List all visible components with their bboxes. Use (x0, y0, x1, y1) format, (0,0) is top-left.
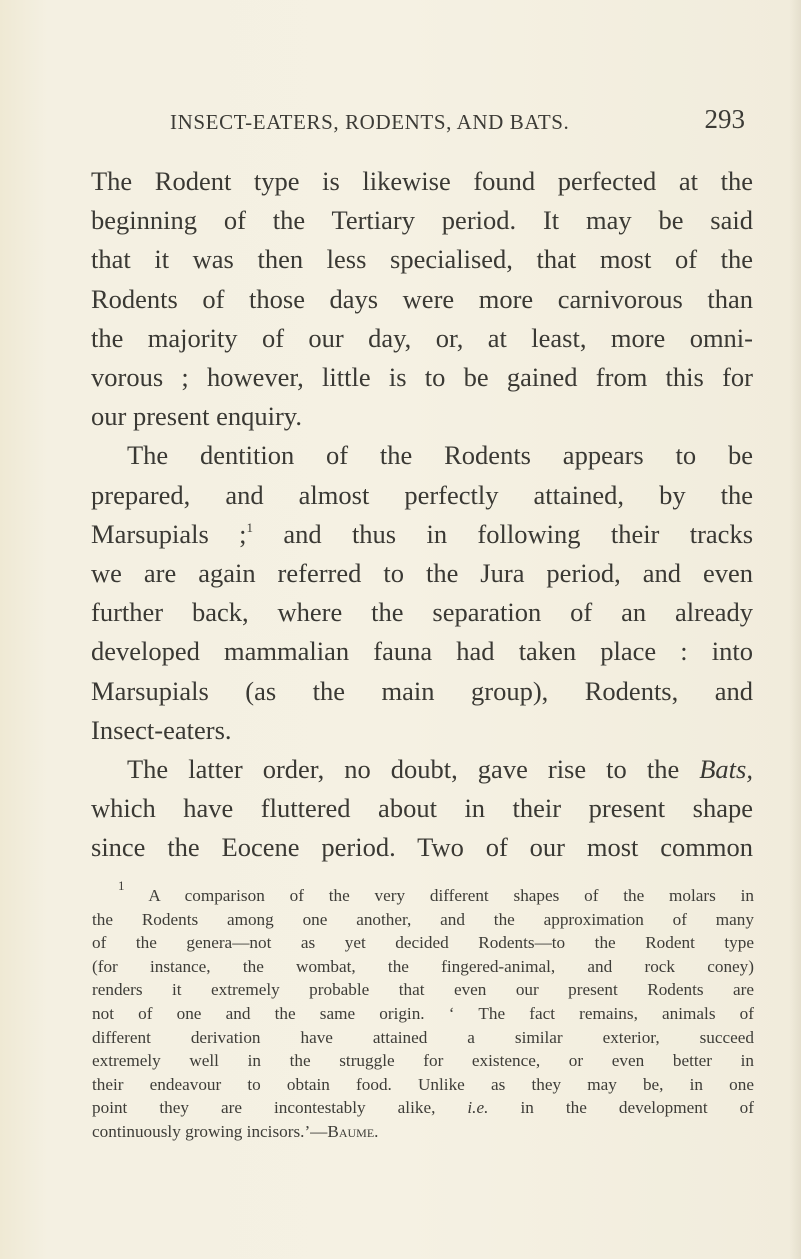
footnote-line (92, 1096, 754, 1120)
text-line: The dentition of the Rodents appears to be (127, 440, 753, 471)
paragraph-3 (91, 750, 753, 868)
footnote (92, 878, 754, 1144)
body-text (91, 162, 753, 868)
footnote-line: not of one and the same origin. ‘ The fact remains, animals of (92, 1003, 754, 1023)
text-fragment: and thus in following their tracks (252, 518, 754, 549)
footnote-line: (for instance, the wombat, the fingered-animal, and rock coney) (92, 956, 754, 976)
italic-term: Bats, (699, 754, 753, 785)
footnote-line: the Rodents among one another, and the approximation of many (92, 909, 754, 929)
text-line (91, 750, 753, 789)
text-line: since the Eocene period. Two of our most common (91, 832, 753, 863)
footnote-line: different derivation have attained a similar exterior, succeed (92, 1027, 754, 1047)
text-line: that it was then less specialised, that most of the (91, 244, 753, 275)
italic-term: i.e. (467, 1098, 489, 1118)
footnote-line: renders it extremely probable that even our present Rodents are (92, 980, 754, 1000)
footnote-line (92, 878, 754, 908)
footnote-line: their endeavour to obtain food. Unlike as they may be, in one (92, 1074, 754, 1094)
footnote-line (92, 1120, 754, 1144)
text-fragment: continuously growing incisors.’— (92, 1121, 328, 1141)
paragraph-2 (91, 436, 753, 750)
text-line: which have fluttered about in their present shape (91, 793, 753, 824)
page-number: 293 (704, 104, 745, 134)
text-line: vorous ; however, little is to be gained from this for (91, 362, 753, 393)
text-fragment: Marsupials ; (91, 518, 247, 549)
footnote-author: Baume. (327, 1121, 379, 1141)
footnote-line: extremely well in the struggle for existence, or even better in (92, 1051, 754, 1071)
page-edge-shadow (789, 0, 801, 1259)
text-fragment: The latter order, no doubt, gave rise to the (127, 754, 700, 785)
text-line: further back, where the separation of an already (91, 597, 753, 628)
text-line: The Rodent type is likewise found perfected at the (91, 166, 753, 196)
text-line: our present enquiry. (91, 401, 302, 432)
text-fragment: point they are incontestably alike, (92, 1098, 468, 1118)
footnote-marker: 1 (118, 878, 125, 893)
text-line: prepared, and almost perfectly attained, by the (91, 479, 753, 510)
paragraph-1 (91, 162, 753, 436)
text-line: Marsupials (as the main group), Rodents, and (91, 675, 753, 706)
footnote-line: of the genera—not as yet decided Rodents—to the Rodent type (92, 933, 754, 953)
text-fragment: in the development of (488, 1098, 754, 1118)
text-line: Insect-eaters. (91, 714, 232, 745)
text-line (91, 515, 753, 554)
footnote-reference: 1 (246, 519, 253, 535)
text-line: beginning of the Tertiary period. It may be said (91, 205, 753, 236)
text-line: we are again referred to the Jura period, and even (91, 558, 753, 589)
text-line: Rodents of those days were more carnivorous than (91, 283, 753, 314)
text-line: the majority of our day, or, at least, more omni- (91, 322, 753, 353)
page-header (170, 104, 745, 148)
text-fragment: A comparison of the very different shapes of the molars in (124, 886, 754, 905)
running-head: INSECT-EATERS, RODENTS, AND BATS. (170, 110, 570, 134)
text-line: developed mammalian fauna had taken place : into (91, 636, 753, 667)
